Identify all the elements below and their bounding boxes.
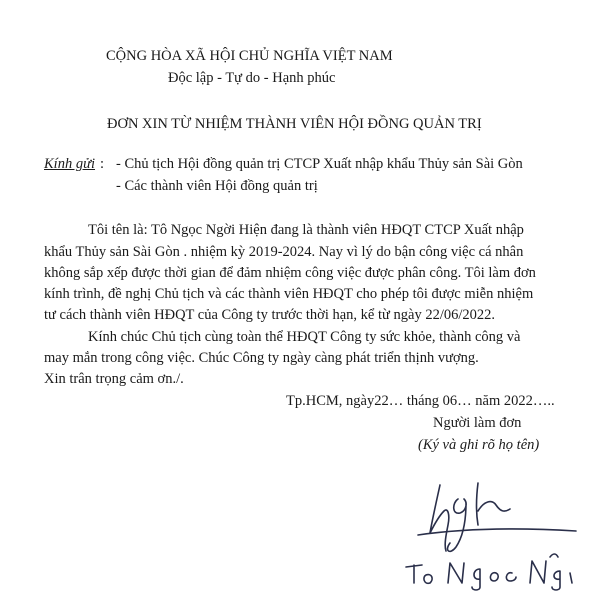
- body-line: kính trình, đề nghị Chủ tịch và các thành viên HĐQT cho phép tôi được miễn nhiệm: [44, 286, 534, 302]
- closing-line: Xin trân trọng cảm ơn./.: [44, 371, 184, 387]
- signature-name-stroke: [552, 571, 560, 590]
- signature-name-stroke: [550, 554, 558, 557]
- signature-name-stroke: [570, 573, 572, 583]
- document-title: ĐƠN XIN TỪ NHIỆM THÀNH VIÊN HỘI ĐỒNG QUẢN TRỊ: [107, 116, 482, 132]
- signature-stroke: [448, 499, 467, 551]
- body-line: không sắp xếp được thời gian để đảm nhiệm công việc được phân công. Tôi làm đơn: [44, 265, 536, 281]
- body-line: tư cách thành viên HĐQT của Công ty trước thời hạn, kể từ ngày 22/06/2022.: [44, 307, 496, 323]
- signature-stroke: [430, 485, 449, 551]
- body-line: may mắn trong công việc. Chúc Công ty ngày càng phát triển thịnh vượng.: [44, 350, 479, 366]
- place-date: Tp.HCM, ngày22… tháng 06… năm 2022…..: [286, 393, 555, 409]
- recipient-item: - Các thành viên Hội đồng quản trị: [116, 178, 318, 194]
- applicant-label: Người làm đơn: [433, 415, 522, 431]
- recipient-label: Kính gửi: [44, 156, 96, 172]
- body-line: khẩu Thủy sản Sài Gòn . nhiệm kỳ 2019-2024. Nay vì lý do bận công việc cá nhân: [44, 244, 524, 260]
- national-header: CỘNG HÒA XÃ HỘI CHỦ NGHĨA VIỆT NAM: [106, 48, 393, 64]
- recipient-item: - Chủ tịch Hội đồng quản trị CTCP Xuất nhập khẩu Thủy sản Sài Gòn: [116, 156, 523, 172]
- sign-note: (Ký và ghi rõ họ tên): [418, 437, 540, 453]
- handwritten-signature: [400, 455, 580, 595]
- signature-name-stroke: [472, 569, 480, 590]
- signature-name-stroke: [530, 561, 546, 583]
- signature-name-stroke: [490, 573, 498, 581]
- signature-stroke: [477, 483, 511, 525]
- body-line: Tôi tên là: Tô Ngọc Ngời Hiện đang là thành viên HĐQT CTCP Xuất nhập: [88, 222, 524, 238]
- body-line: Kính chúc Chủ tịch cùng toàn thể HĐQT Công ty sức khỏe, thành công và: [88, 329, 521, 345]
- recipient-colon: :: [100, 156, 105, 172]
- signature-stroke: [418, 529, 576, 535]
- signature-name-stroke: [448, 563, 464, 583]
- national-motto: Độc lập - Tự do - Hạnh phúc: [168, 70, 336, 86]
- signature-name-stroke: [406, 565, 422, 583]
- signature-name-stroke: [424, 575, 432, 584]
- signature-name-stroke: [506, 573, 516, 581]
